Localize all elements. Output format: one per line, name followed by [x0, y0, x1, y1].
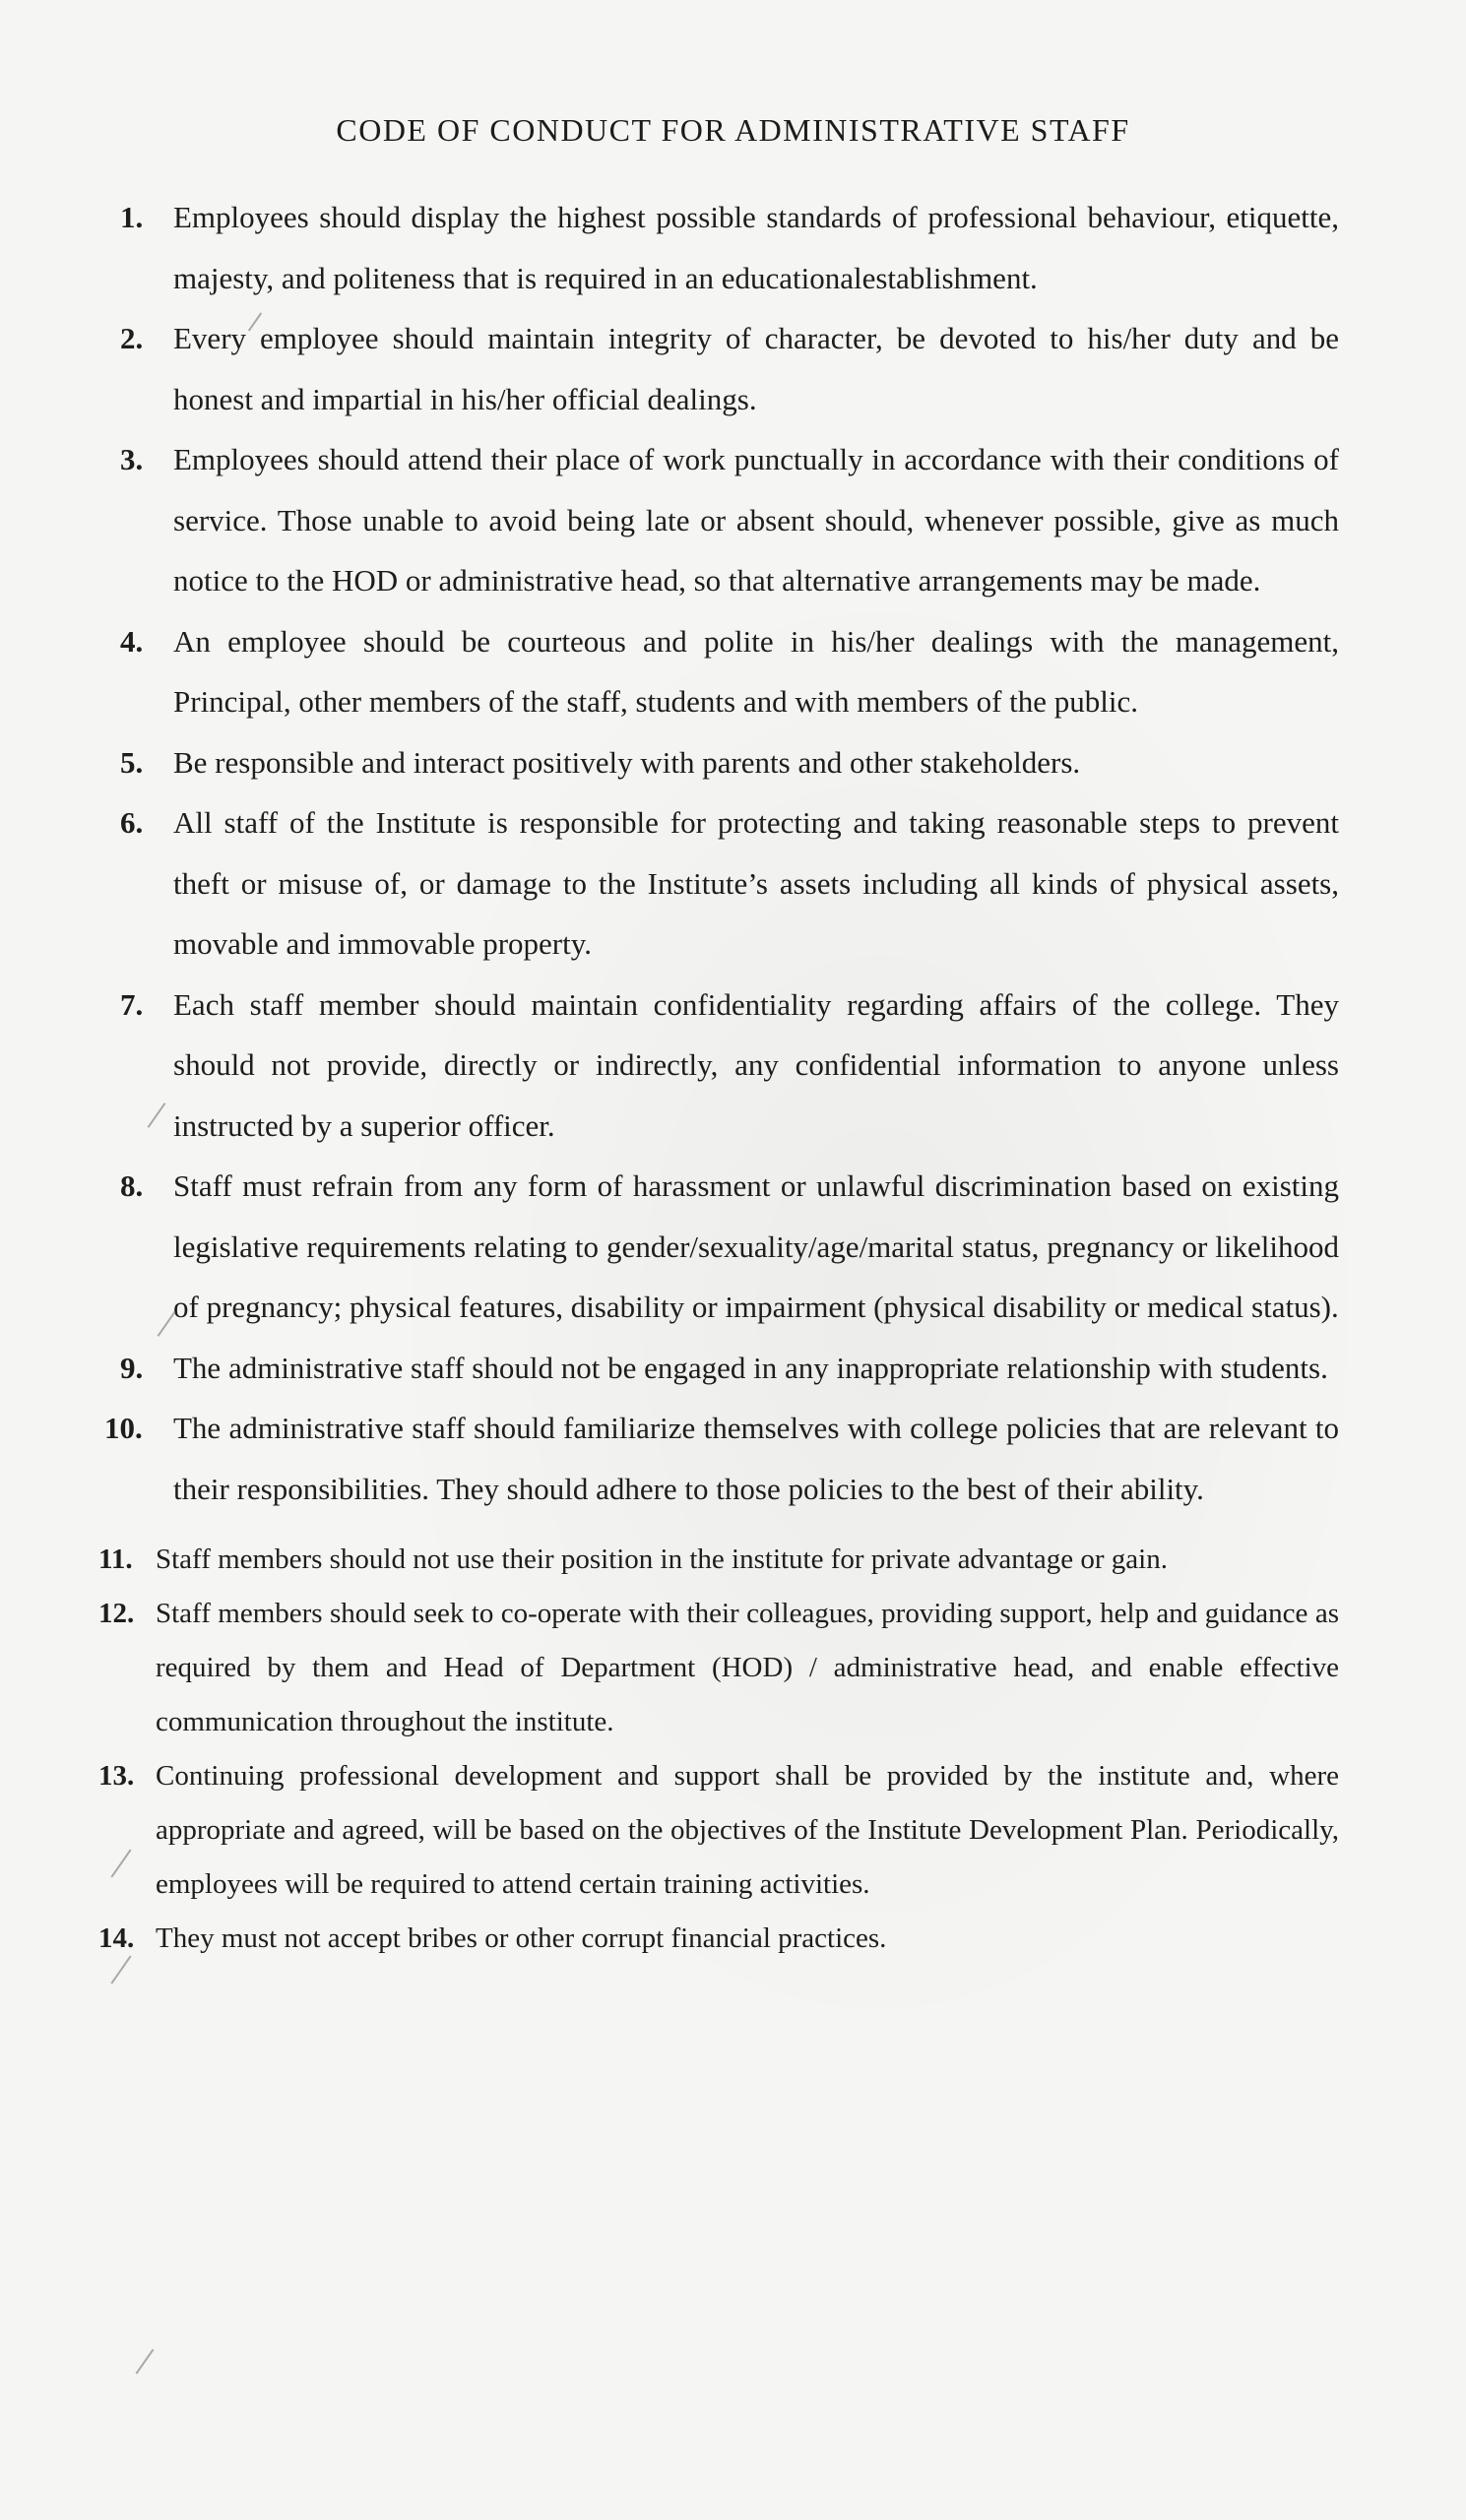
list-item [98, 1749, 1339, 1912]
item-number: 5. [120, 744, 144, 780]
list-item [98, 975, 1339, 1157]
list-item [98, 1156, 1339, 1338]
item-text: Every employee should maintain integrity of character, be devoted to his/her duty and be honest and impartial in his/her official dealings. [173, 321, 1339, 416]
item-number: 6. [120, 805, 144, 840]
list-item [98, 1587, 1339, 1749]
pen-tick-mark [136, 2349, 155, 2374]
item-text: All staff of the Institute is responsible for protecting and taking reasonable steps to prevent theft or misuse of, or damage to the Institute’s assets including all kinds of physical assets, movable and immovable property. [173, 805, 1339, 961]
item-text: Staff members should seek to co-operate with their colleagues, providing support, help and guidance as required by them and Head of Department (HOD) / administrative head, and enable effective communication throughout the institute. [156, 1598, 1339, 1737]
item-number: 13. [98, 1760, 135, 1792]
item-number: 8. [120, 1168, 144, 1203]
item-number: 14. [98, 1922, 135, 1954]
list-item [98, 1338, 1339, 1399]
item-number: 1. [120, 200, 144, 234]
item-text: The administrative staff should familiarize themselves with college policies that are relevant to their responsibilities. They should adhere to those policies to the best of their ability. [173, 1411, 1339, 1506]
document-title: CODE OF CONDUCT FOR ADMINISTRATIVE STAFF [336, 112, 1130, 148]
item-text: Staff must refrain from any form of harassment or unlawful discrimination based on existing legislative requirements relating to gender/sexuality/age/marital status, pregnancy or likelihood of pregnancy; physical features, disability or impairment (physical disability or medical status). [173, 1168, 1339, 1324]
item-number: 9. [120, 1350, 144, 1385]
item-number: 10. [104, 1411, 143, 1445]
item-text: Be responsible and interact positively with parents and other stakeholders. [173, 744, 1081, 780]
list-item [98, 611, 1339, 732]
item-number: 3. [120, 442, 144, 476]
list-item [98, 792, 1339, 975]
item-text: They must not accept bribes or other corrupt financial practices. [156, 1922, 887, 1954]
item-text: Continuing professional development and support shall be provided by the institute and, where appropriate and agreed, will be based on the objectives of the Institute Development Plan. Periodically, employees will be required to attend certain training activities. [156, 1760, 1339, 1900]
item-text: Staff members should not use their position in the institute for private advantage or gain. [156, 1544, 1168, 1575]
item-number: 7. [120, 986, 144, 1022]
item-text: An employee should be courteous and polite in his/her dealings with the management, Principal, other members of the staff, students and with members of the public. [173, 623, 1339, 719]
item-text: Each staff member should maintain confidentiality regarding affairs of the college. They should not provide, directly or indirectly, any confidential information to anyone unless instructed by a superior officer. [173, 986, 1339, 1143]
list-item [98, 308, 1339, 429]
list-item [98, 1912, 1339, 1966]
item-number: 12. [98, 1598, 135, 1629]
item-text: Employees should display the highest possible standards of professional behaviour, etiquette, majesty, and politeness that is required in an educationalestablishment. [173, 200, 1339, 295]
item-number: 2. [120, 321, 144, 355]
list-item [98, 1398, 1339, 1519]
item-number: 4. [120, 623, 144, 659]
list-item [98, 732, 1339, 793]
list-item [98, 429, 1339, 611]
list-item [98, 1533, 1339, 1587]
item-number: 11. [98, 1544, 133, 1575]
list-item [98, 187, 1339, 308]
item-text: The administrative staff should not be engaged in any inappropriate relationship with students. [173, 1350, 1328, 1385]
conduct-list [98, 187, 1339, 1966]
item-text: Employees should attend their place of work punctually in accordance with their conditions of service. Those unable to avoid being late or absent should, whenever possible, give as much notice to the HOD or administrative head, so that alternative arrangements may be made. [173, 442, 1339, 598]
